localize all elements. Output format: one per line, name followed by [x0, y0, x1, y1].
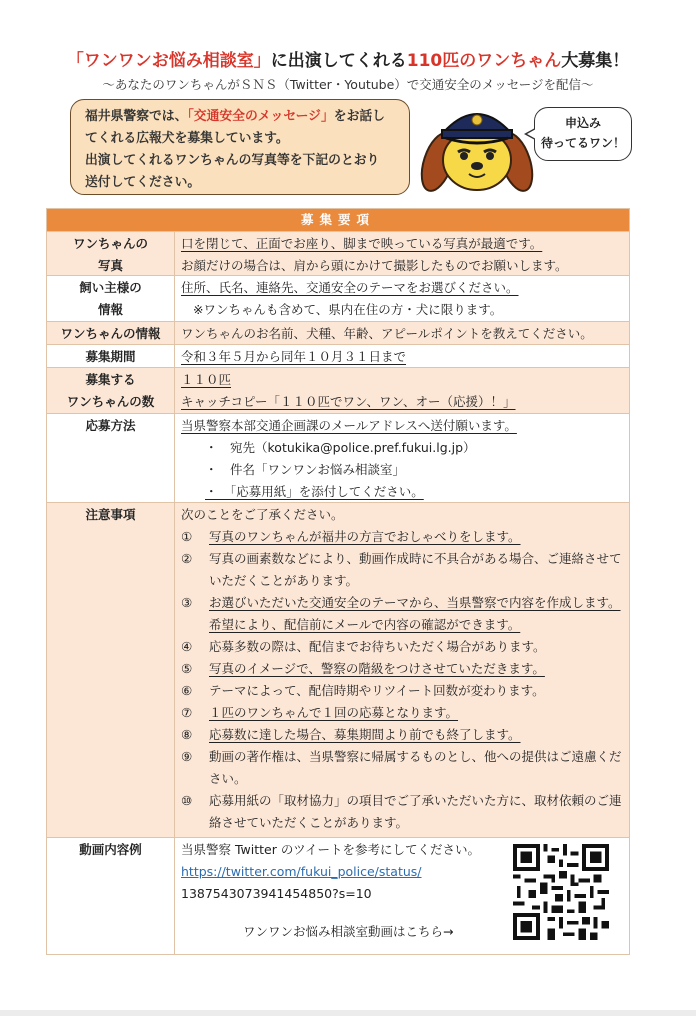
label-dog-info: ワンちゃんの情報: [47, 322, 175, 344]
note-item: ③ お選びいただいた交通安全のテーマから、当県警察で内容を作成します。希望により、配信前にメールで内容の確認ができます。: [181, 595, 621, 632]
title-part-4: 大募集！: [561, 51, 630, 71]
page-title: [0, 46, 696, 71]
value-notes: 次のことをご了承ください。 ① 写真のワンちゃんが福井の方言でおしゃべりをします。 ② 写真の画素数などにより、動画作成時に不具合がある場合、ご連絡させていただくことがあります。 ③ お選びいただいた交通安全のテーマから、当県警察で内容を作成します。希望により、配信前にメールで内容の確認ができます。 ④ 応募多数の際は、配信までお待ちいただく場合があります。 ⑤ 写真のイメージで、警察の階級をつけさせていただきます。 ⑥ テーマによって、配信時期やリツイート回数が変わります。 ⑦ １匹のワンちゃんで１回の応募となります。 ⑧ 応募数に達した場合、募集期間より前でも終了します。 ⑨ 動画の著作権は、当県警察に帰属するものとし、他への提供はご遠慮ください。 ⑩ 応募用紙の「取材協力」の項目でご了承いただいた方に、取材依頼のご連絡させていただくことがあります。: [175, 503, 629, 837]
label-owner: 飼い主様の 情報: [47, 276, 175, 321]
label-count: 募集する ワンちゃんの数: [47, 368, 175, 413]
value-count: １１０匹 キャッチコピー「１１０匹でワン、ワン、オー（応援）！」: [175, 368, 629, 413]
label-notes: 注意事項: [47, 503, 175, 837]
row-apply: [47, 413, 629, 502]
note-item: ④ 応募多数の際は、配信までお待ちいただく場合があります。: [181, 639, 546, 654]
title-part-3: 110匹のワンちゃん: [406, 51, 562, 71]
title-part-1: 「ワンワンお悩み相談室」: [66, 51, 271, 71]
note-item: ⑥ テーマによって、配信時期やリツイート回数が変わります。: [181, 683, 545, 698]
bubble-line-1: 申込み: [564, 116, 601, 130]
row-period: [47, 344, 629, 367]
label-period: 募集期間: [47, 345, 175, 367]
bubble-line-2: 待ってるワン！: [540, 136, 625, 150]
row-count: [47, 367, 629, 413]
row-dog-info: [47, 321, 629, 344]
police-dog-mascot-icon: [418, 100, 536, 200]
note-item: ② 写真の画素数などにより、動画作成時に不具合がある場合、ご連絡させていただくことがあります。: [181, 551, 622, 588]
label-apply: 応募方法: [47, 414, 175, 502]
title-part-2: に出演してくれる: [270, 51, 407, 71]
intro-line-1: 福井県警察では、「交通安全のメッセージ」をお話し: [85, 109, 385, 124]
row-owner: [47, 275, 629, 321]
speech-bubble: [534, 107, 632, 161]
note-item: ⑩ 応募用紙の「取材協力」の項目でご了承いただいた方に、取材依頼のご連絡させていただくことがあります。: [181, 793, 622, 830]
intro-line-4: 送付してください。: [85, 175, 201, 190]
note-item: ⑤ 写真のイメージで、警察の階級をつけさせていただきます。: [181, 661, 545, 676]
intro-line-2: てくれる広報犬を募集しています。: [85, 131, 289, 146]
qr-code-icon[interactable]: [513, 844, 609, 940]
value-video: 当県警察 Twitter のツイートを参考にしてください。 https://twitter.com/fukui_police/status/ 1387543073941454850?s=10 ワンワンお悩み相談室動画はこちら→: [175, 838, 629, 954]
note-item: ⑧ 応募数に達した場合、募集期間より前でも終了します。: [181, 727, 521, 742]
video-cta: ワンワンお悩み相談室動画はこちら→: [243, 924, 454, 939]
label-photo: ワンちゃんの 写真: [47, 232, 175, 275]
value-period: 令和３年５月から同年１０月３１日まで: [175, 345, 629, 367]
label-video: 動画内容例: [47, 838, 175, 954]
value-apply: 当県警察本部交通企画課のメールアドレスへ送付願います。 ・ 宛先（kotukika@police.pref.fukui.lg.jp） ・ 件名「ワンワンお悩み相談室」 ・ 「応募用紙」を添付してください。: [175, 414, 629, 502]
apply-attachment: ・ 「応募用紙」を添付してください。: [205, 484, 424, 499]
recruitment-table: [46, 208, 630, 955]
twitter-link[interactable]: https://twitter.com/fukui_police/status/: [181, 864, 422, 879]
row-notes: [47, 502, 629, 837]
table-header: 募集要項: [47, 209, 629, 231]
intro-box: [70, 99, 410, 195]
speech-bubble-tail-inner: [527, 129, 536, 139]
apply-address: ・ 宛先（kotukika@police.pref.fukui.lg.jp）: [205, 440, 476, 455]
note-item: ① 写真のワンちゃんが福井の方言でおしゃべりをします。: [181, 529, 521, 544]
apply-subject: ・ 件名「ワンワンお悩み相談室」: [205, 462, 406, 477]
value-photo: 口を閉じて、正面でお座り、脚まで映っている写真が最適です。 お顔だけの場合は、肩から頭にかけて撮影したものでお願いします。: [175, 232, 629, 275]
page-subtitle: ～あなたのワンちゃんがＳＮＳ（Twitter・Youtube）で交通安全のメッセージを配信～: [102, 77, 594, 92]
value-owner: 住所、氏名、連絡先、交通安全のテーマをお選びください。 ※ワンちゃんも含めて、県内在住の方・犬に限ります。: [175, 276, 629, 321]
note-item: ⑦ １匹のワンちゃんで１回の応募となります。: [181, 705, 459, 720]
page-bottom-bar: [0, 1010, 696, 1016]
twitter-link-tail: 1387543073941454850?s=10: [181, 886, 372, 901]
row-video: [47, 837, 629, 954]
row-photo: [47, 231, 629, 275]
intro-line-3: 出演してくれるワンちゃんの写真等を下記のとおり: [85, 153, 380, 168]
value-dog-info: ワンちゃんのお名前、犬種、年齢、アピールポイントを教えてください。: [175, 322, 629, 344]
note-item: ⑨ 動画の著作権は、当県警察に帰属するものとし、他への提供はご遠慮ください。: [181, 749, 622, 786]
